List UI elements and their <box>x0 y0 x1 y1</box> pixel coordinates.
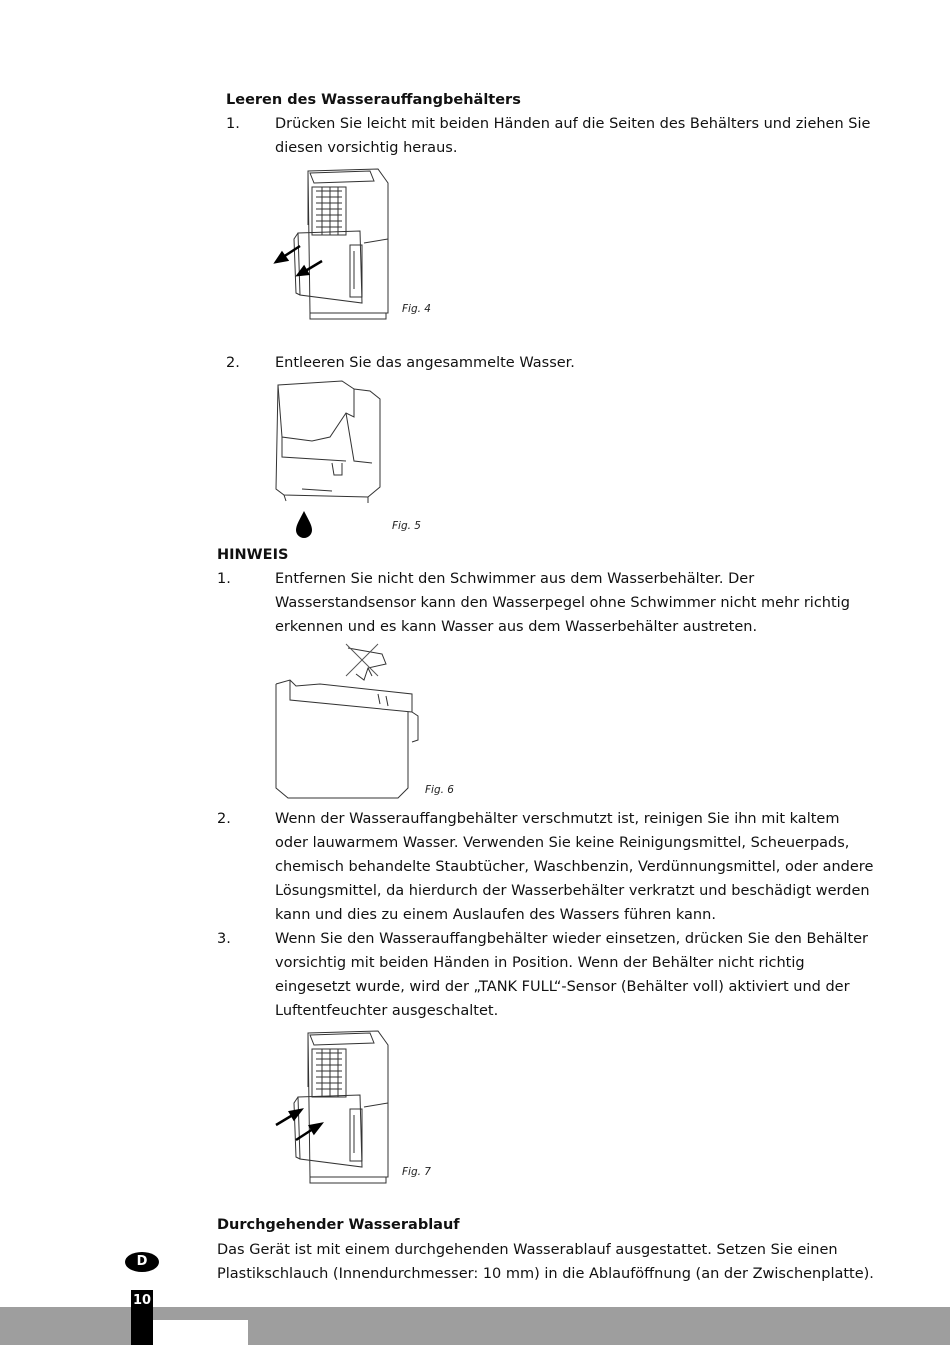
figure-5-caption: Fig. 5 <box>392 520 421 532</box>
figure-4-dehumidifier-remove-tank <box>270 163 400 323</box>
step-text: Entleeren Sie das angesammelte Wasser. <box>275 355 575 371</box>
page-number: 10 <box>133 1293 152 1308</box>
figure-7-caption: Fig. 7 <box>402 1166 431 1178</box>
water-drop-icon <box>296 511 312 538</box>
note-text: Wenn Sie den Wasserauffangbehälter wieder einsetzen, drücken Sie den Behälter vorsichtig mit beiden Händen in Position. Wenn der Behälter nicht richtig eingesetzt wurde, wird der „TANK FULL“-Sensor (Behälter voll) aktiviert und der Luftentfeuchter ausgeschaltet. <box>275 931 869 1019</box>
note-number: 2. <box>217 811 231 827</box>
note-number: 1. <box>217 571 231 587</box>
section-drain-text: Das Gerät ist mit einem durchgehenden Wasserablauf ausgestattet. Setzen Sie einen Plastikschlauch (Innendurchmesser: 10 mm) in die Ablauföffnung (an der Zwischenplatte). <box>217 1242 874 1282</box>
section-title-drain: Durchgehender Wasserablauf <box>217 1217 460 1233</box>
footer-strip <box>153 1320 248 1345</box>
note-text: Wenn der Wasserauffangbehälter verschmutzt ist, reinigen Sie ihn mit kaltem oder lauwarmem Wasser. Verwenden Sie keine Reinigungsmittel, Scheuerpads, chemisch behandelte Staubtücher, Waschbenzin, Verdünnungsmittel, oder andere Lösungsmittel, da hierdurch der Wasserbehälter verkratzt und beschädigt werden kann und dies zu einem Auslaufen des Wassers führen kann. <box>275 811 874 923</box>
section-title-emptying: Leeren des Wasserauffangbehälters <box>226 92 521 108</box>
figure-4-caption: Fig. 4 <box>402 303 431 315</box>
hinweis-title: HINWEIS <box>217 547 289 563</box>
language-badge: D <box>125 1252 159 1272</box>
figure-6-caption: Fig. 6 <box>425 784 454 796</box>
figure-6-float-warning <box>272 640 422 802</box>
step-text: Drücken Sie leicht mit beiden Händen auf die Seiten des Behälters und ziehen Sie diesen vorsichtig heraus. <box>275 116 871 156</box>
step-number: 2. <box>226 355 240 371</box>
note-text: Entfernen Sie nicht den Schwimmer aus dem Wasserbehälter. Der Wasserstandsensor kann den Wasserpegel ohne Schwimmer nicht mehr richtig erkennen und es kann Wasser aus dem Wasserbehälter austreten. <box>275 571 850 635</box>
step-number: 1. <box>226 116 240 132</box>
note-number: 3. <box>217 931 231 947</box>
figure-5-empty-tank <box>272 377 387 542</box>
figure-7-dehumidifier-insert-tank <box>270 1025 400 1187</box>
